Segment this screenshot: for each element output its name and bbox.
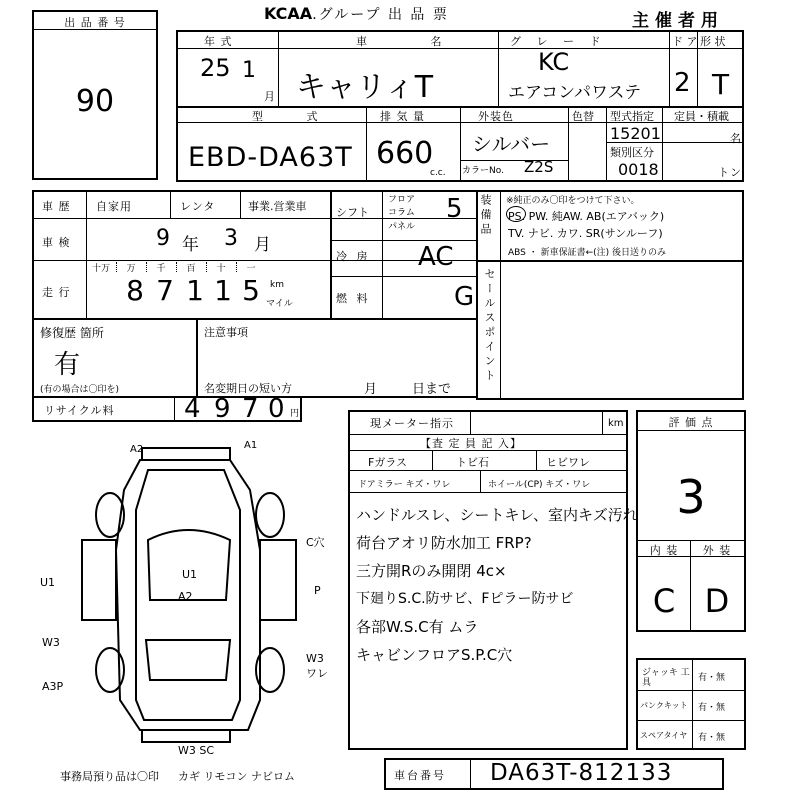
ps-circle-mark bbox=[506, 206, 526, 222]
wheel-label: ホイール(CP) キズ・ワレ bbox=[488, 480, 591, 490]
column-option: コラム bbox=[388, 208, 415, 218]
car-name-value: キャリィT bbox=[296, 70, 434, 105]
capacity-label: 定員・積載 bbox=[674, 110, 729, 123]
year-value: 25 bbox=[200, 54, 231, 82]
equipment-options-3: ABS ・ 新車保証書←(注) 後日送りのみ bbox=[508, 248, 667, 258]
doors-label: ド ア bbox=[672, 35, 698, 48]
overall-grade: 3 bbox=[676, 470, 706, 524]
damage-mark: C穴 bbox=[306, 536, 325, 549]
damage-mark: A2 bbox=[130, 444, 144, 455]
exterior-color-value: シルバー bbox=[472, 132, 551, 156]
inspector-comment: 下廻りS.C.防サビ、Fピラー防サビ bbox=[356, 591, 574, 607]
digit-unit: 一 bbox=[246, 264, 256, 274]
name-change-day: 日まで bbox=[412, 382, 452, 397]
form-title bbox=[264, 4, 449, 24]
inspector-comment: キャビンフロアS.P.C穴 bbox=[356, 646, 513, 664]
accessory-label: スペアタイヤ bbox=[640, 731, 688, 740]
grade-box bbox=[636, 410, 746, 632]
digit-unit: 千 bbox=[156, 264, 166, 274]
accessory-value: 有・無 bbox=[698, 733, 726, 743]
floor-option: フロア bbox=[388, 195, 416, 205]
grade-value-2: エアコンパワステ bbox=[508, 83, 642, 103]
damage-mark: U1 bbox=[40, 576, 56, 589]
repair-label: 修復歴 箇所 bbox=[40, 326, 104, 340]
inspection-month-value: 3 bbox=[224, 226, 238, 251]
meter-reading-label: 現メーター指示 bbox=[370, 417, 454, 430]
recycle-digit: 4 bbox=[184, 394, 201, 424]
recycle-digit: 7 bbox=[242, 394, 259, 424]
door-right bbox=[260, 540, 296, 620]
lot-number-value: 90 bbox=[75, 84, 115, 119]
bumper-rear bbox=[142, 730, 230, 742]
mileage-digits bbox=[86, 260, 266, 318]
month-unit: 月 bbox=[264, 90, 276, 103]
vehicle-info-table bbox=[176, 30, 744, 182]
model-value: EBD-DA63T bbox=[188, 142, 353, 173]
month-value: 1 bbox=[242, 58, 256, 83]
seat-unit: 名 bbox=[730, 132, 742, 145]
accessory-label: パンクキット bbox=[640, 701, 688, 710]
wheel-fr bbox=[256, 493, 284, 537]
chip-label: トビ石 bbox=[456, 456, 489, 469]
cc-unit: c.c. bbox=[430, 168, 446, 178]
mirror-label: ドアミラー キズ・ワレ bbox=[358, 480, 451, 490]
damage-mark: A2 bbox=[178, 590, 193, 603]
digit-unit: 十万 bbox=[91, 264, 110, 274]
recycle-fee-box bbox=[32, 396, 302, 422]
damage-mark: A3P bbox=[42, 680, 64, 693]
category-value: 0018 bbox=[618, 160, 659, 179]
panel-option: パネル bbox=[388, 222, 416, 232]
office-custody-note: 事務局預り品は〇印 bbox=[60, 770, 159, 783]
equipment-box bbox=[476, 190, 744, 262]
damage-mark: W3 ワレ bbox=[306, 652, 328, 680]
category-label: 類別区分 bbox=[610, 146, 654, 159]
km-unit: km bbox=[270, 280, 284, 290]
displacement-value: 660 bbox=[376, 136, 434, 171]
recycle-fee-label: リサイクル料 bbox=[44, 404, 115, 417]
damage-mark: P bbox=[314, 584, 321, 597]
kcaa-logo: KCAA bbox=[264, 4, 313, 23]
yen-unit: 円 bbox=[290, 409, 300, 419]
color-number-value: Z2S bbox=[524, 158, 554, 176]
inspection-label: 車 検 bbox=[42, 236, 71, 249]
type-spec-label: 型式指定 bbox=[610, 110, 654, 123]
notes-box bbox=[196, 318, 478, 398]
mileage-digit: 5 bbox=[242, 274, 260, 307]
inspection-year-unit: 年 bbox=[182, 235, 199, 255]
digit-unit: 万 bbox=[126, 264, 136, 274]
damage-mark: A1 bbox=[244, 440, 258, 451]
form-title-text: .グループ 出 品 票 bbox=[312, 7, 449, 23]
mileage-digit: 1 bbox=[214, 274, 232, 307]
door-left bbox=[82, 540, 116, 620]
displacement-label: 排 気 量 bbox=[380, 110, 425, 123]
lot-number-label: 出 品 番 号 bbox=[64, 16, 126, 29]
mileage-digit: 7 bbox=[156, 274, 174, 307]
vehicle-damage-diagram bbox=[20, 430, 320, 770]
type-spec-value: 15201 bbox=[610, 124, 661, 143]
color-number-label: カラーNo. bbox=[462, 166, 504, 176]
mileage-digit: 1 bbox=[186, 274, 204, 307]
history-label: 車 歴 bbox=[42, 200, 71, 213]
car-name-label: 車 名 bbox=[356, 35, 472, 48]
accessory-label: ジャッキ 工 具 bbox=[642, 668, 690, 688]
exterior-grade-label: 外 装 bbox=[702, 544, 732, 557]
inspector-comment: ハンドルスレ、シートキレ、室内キズ汚れ bbox=[356, 506, 638, 524]
fuel-value: G bbox=[454, 282, 475, 312]
recycle-digit: 0 bbox=[268, 394, 285, 424]
shift-value: 5 bbox=[446, 194, 463, 224]
grade-label: 評 価 点 bbox=[668, 416, 714, 429]
chassis-number-label: 車台番号 bbox=[394, 769, 446, 782]
name-change-label: 名変期日の短い方 bbox=[204, 382, 292, 395]
repair-note: (有の場合は〇印を) bbox=[40, 385, 120, 395]
inspector-comment: 三方開Rのみ開閉 4c× bbox=[356, 562, 507, 580]
inspector-comment: 各部W.S.C有 ムラ bbox=[356, 618, 479, 636]
meter-unit: km bbox=[608, 418, 624, 429]
fuel-label: 燃 料 bbox=[336, 292, 371, 305]
inspector-box bbox=[348, 410, 638, 750]
inspection-month-unit: 月 bbox=[254, 235, 271, 255]
rental-option: レンタ bbox=[180, 200, 216, 213]
shift-label: シフト bbox=[336, 206, 369, 219]
inspection-year-value: 9 bbox=[156, 226, 170, 251]
accessory-value: 有・無 bbox=[698, 703, 726, 713]
chassis-number-box bbox=[384, 758, 724, 790]
equipment-options-1: PS. PW. 純AW. AB(エアバック) bbox=[508, 210, 665, 223]
doors-value: 2 bbox=[674, 68, 691, 98]
business-use-option: 事業.営業車 bbox=[248, 200, 307, 213]
ton-unit: トン bbox=[718, 166, 742, 179]
recycle-digit: 9 bbox=[214, 394, 231, 424]
name-change-month: 月 bbox=[364, 382, 379, 397]
cooling-label: 冷 房 bbox=[336, 250, 371, 263]
accessory-value: 有・無 bbox=[698, 673, 726, 683]
color-change-label: 色替 bbox=[572, 110, 594, 123]
equipment-options-2: TV. ナビ. カワ. SR(サンルーフ) bbox=[508, 227, 663, 240]
organizer-copy-label: 主催者用 bbox=[632, 11, 724, 31]
shape-label: 形 状 bbox=[700, 35, 726, 48]
notes-label: 注意事項 bbox=[204, 326, 248, 339]
grade-value-1: KC bbox=[538, 48, 570, 76]
equipment-note: ※純正のみ〇印をつけて下さい。 bbox=[506, 196, 640, 206]
private-use-option: 自家用 bbox=[96, 200, 132, 213]
exterior-color-label: 外装色 bbox=[478, 110, 514, 123]
inspector-comment: 荷台アオリ防水加工 FRP? bbox=[356, 534, 532, 552]
sales-point-label: セ ー ル ス ポ イ ン ト bbox=[483, 268, 496, 381]
repair-value: 有 bbox=[54, 350, 81, 380]
history-table bbox=[32, 190, 478, 320]
lot-number-box bbox=[32, 10, 158, 180]
mileage-digit: 8 bbox=[126, 274, 144, 307]
exterior-grade: D bbox=[704, 582, 730, 620]
damage-mark: U1 bbox=[182, 568, 198, 581]
mile-unit: マイル bbox=[266, 299, 293, 309]
damage-mark: W3 SC bbox=[178, 744, 215, 757]
hood-outline bbox=[146, 640, 230, 680]
inspector-section-title: 【査 定 員 記 入】 bbox=[420, 437, 522, 450]
shape-value: T bbox=[712, 68, 730, 101]
digit-unit: 十 bbox=[216, 264, 226, 274]
accessories-box bbox=[636, 658, 746, 750]
mileage-label: 走 行 bbox=[42, 286, 71, 299]
cooling-value: AC bbox=[418, 242, 454, 272]
repair-box bbox=[32, 318, 198, 398]
bumper-front bbox=[142, 448, 230, 460]
digit-unit: 百 bbox=[186, 264, 196, 274]
interior-grade-label: 内 装 bbox=[649, 544, 679, 557]
grade-label: グ レ ー ド bbox=[510, 35, 607, 48]
crack-label: ヒビワレ bbox=[546, 456, 590, 469]
equipment-label: 装 備 品 bbox=[479, 194, 492, 234]
damage-mark: W3 bbox=[42, 636, 60, 649]
custody-items: カギ リモコン ナビロム bbox=[178, 770, 295, 783]
chassis-number-value: DA63T-812133 bbox=[490, 760, 673, 786]
sales-point-box bbox=[476, 260, 744, 400]
interior-grade: C bbox=[652, 582, 676, 620]
windshield-label: Fガラス bbox=[368, 456, 407, 469]
model-label: 型 式 bbox=[252, 110, 338, 123]
year-label: 年 式 bbox=[204, 35, 233, 48]
